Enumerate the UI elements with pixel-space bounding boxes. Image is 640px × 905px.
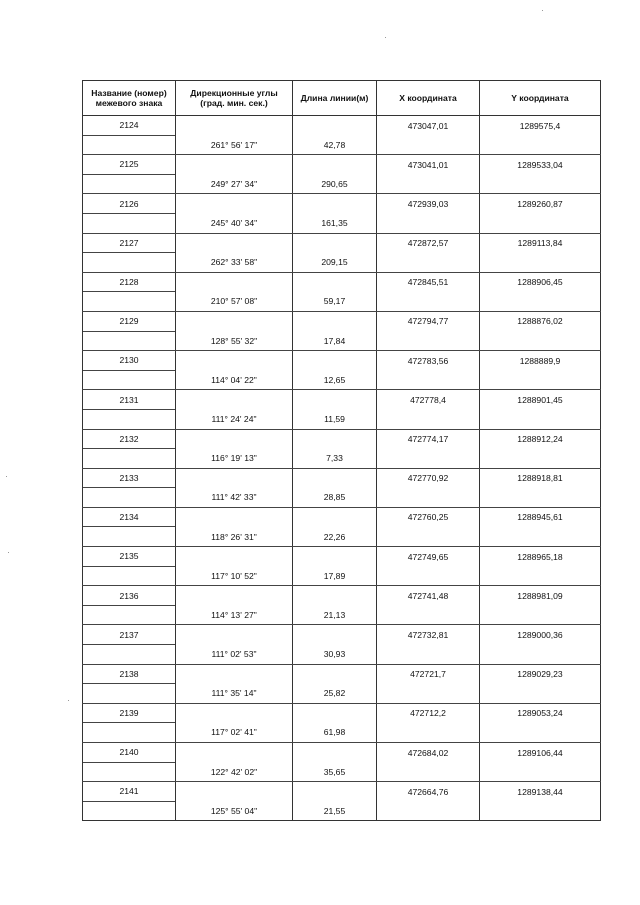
y-coordinate: 1289260,87 (480, 194, 601, 214)
x-coordinate: 472939,03 (377, 194, 480, 214)
point-name: 2137 (83, 625, 176, 645)
scan-speck (542, 10, 543, 11)
x-coordinate: 472712,2 (377, 703, 480, 723)
segment-row (83, 449, 601, 469)
empty-cell (480, 762, 601, 782)
point-row (83, 586, 601, 606)
direction-angle: 114° 13' 27" (176, 605, 293, 625)
point-name: 2129 (83, 311, 176, 331)
x-coordinate: 472732,81 (377, 625, 480, 645)
direction-angle: 111° 02' 53" (176, 645, 293, 665)
direction-angle: 249° 27' 34" (176, 174, 293, 194)
point-row (83, 390, 601, 410)
point-row (83, 664, 601, 684)
line-length: 7,33 (293, 449, 377, 469)
header-point-name: Название (номер) межевого знака (83, 81, 176, 116)
header-direction-angle: Дирекционные углы (град. мин. сек.) (176, 81, 293, 116)
empty-cell (293, 311, 377, 331)
x-coordinate: 472721,7 (377, 664, 480, 684)
line-length: 22,26 (293, 527, 377, 547)
point-name: 2140 (83, 743, 176, 763)
empty-cell (293, 586, 377, 606)
x-coordinate: 473041,01 (377, 155, 480, 175)
point-name: 2134 (83, 507, 176, 527)
empty-cell (293, 468, 377, 488)
direction-angle: 111° 24' 24" (176, 409, 293, 429)
segment-row (83, 723, 601, 743)
empty-cell (176, 547, 293, 567)
point-row (83, 468, 601, 488)
x-coordinate: 472664,76 (377, 782, 480, 802)
empty-cell (293, 116, 377, 136)
empty-cell (176, 625, 293, 645)
point-row (83, 233, 601, 253)
direction-angle: 116° 19' 13" (176, 449, 293, 469)
x-coordinate: 472749,65 (377, 547, 480, 567)
direction-angle: 118° 26' 31" (176, 527, 293, 547)
empty-cell (293, 743, 377, 763)
line-length: 209,15 (293, 253, 377, 273)
line-length: 35,65 (293, 762, 377, 782)
empty-cell (377, 292, 480, 312)
empty-cell (480, 488, 601, 508)
empty-cell (83, 762, 176, 782)
point-row (83, 116, 601, 136)
empty-cell (480, 645, 601, 665)
empty-cell (83, 605, 176, 625)
empty-cell (176, 233, 293, 253)
direction-angle: 210° 57' 08" (176, 292, 293, 312)
segment-row (83, 684, 601, 704)
y-coordinate: 1288912,24 (480, 429, 601, 449)
empty-cell (377, 253, 480, 273)
segment-row (83, 331, 601, 351)
y-coordinate: 1288889,9 (480, 351, 601, 371)
point-row (83, 782, 601, 802)
empty-cell (293, 507, 377, 527)
empty-cell (377, 527, 480, 547)
empty-cell (377, 449, 480, 469)
empty-cell (377, 331, 480, 351)
empty-cell (377, 566, 480, 586)
segment-row (83, 527, 601, 547)
point-name: 2125 (83, 155, 176, 175)
point-name: 2136 (83, 586, 176, 606)
scan-speck (385, 37, 386, 38)
table-header-row (83, 81, 601, 116)
empty-cell (480, 370, 601, 390)
line-length: 59,17 (293, 292, 377, 312)
empty-cell (83, 566, 176, 586)
point-row (83, 429, 601, 449)
y-coordinate: 1289053,24 (480, 703, 601, 723)
point-row (83, 194, 601, 214)
line-length: 161,35 (293, 213, 377, 233)
empty-cell (176, 664, 293, 684)
segment-row (83, 488, 601, 508)
empty-cell (176, 351, 293, 371)
empty-cell (176, 468, 293, 488)
direction-angle: 117° 02' 41" (176, 723, 293, 743)
point-name: 2128 (83, 272, 176, 292)
point-name: 2138 (83, 664, 176, 684)
empty-cell (176, 782, 293, 802)
x-coordinate: 472684,02 (377, 743, 480, 763)
empty-cell (377, 213, 480, 233)
point-row (83, 703, 601, 723)
line-length: 28,85 (293, 488, 377, 508)
empty-cell (293, 664, 377, 684)
empty-cell (480, 723, 601, 743)
direction-angle: 111° 42' 33" (176, 488, 293, 508)
empty-cell (480, 801, 601, 821)
x-coordinate: 472760,25 (377, 507, 480, 527)
empty-cell (176, 116, 293, 136)
empty-cell (293, 547, 377, 567)
empty-cell (83, 645, 176, 665)
empty-cell (176, 311, 293, 331)
empty-cell (293, 782, 377, 802)
empty-cell (293, 233, 377, 253)
y-coordinate: 1289138,44 (480, 782, 601, 802)
empty-cell (83, 409, 176, 429)
empty-cell (377, 801, 480, 821)
empty-cell (176, 155, 293, 175)
y-coordinate: 1288945,61 (480, 507, 601, 527)
x-coordinate: 473047,01 (377, 116, 480, 136)
line-length: 11,59 (293, 409, 377, 429)
line-length: 17,84 (293, 331, 377, 351)
point-name: 2139 (83, 703, 176, 723)
y-coordinate: 1288876,02 (480, 311, 601, 331)
empty-cell (176, 507, 293, 527)
x-coordinate: 472778,4 (377, 390, 480, 410)
boundary-points-table (82, 80, 601, 821)
direction-angle: 117° 10' 52" (176, 566, 293, 586)
empty-cell (83, 449, 176, 469)
segment-row (83, 292, 601, 312)
point-name: 2132 (83, 429, 176, 449)
empty-cell (176, 703, 293, 723)
segment-row (83, 605, 601, 625)
empty-cell (377, 174, 480, 194)
empty-cell (83, 684, 176, 704)
point-name: 2131 (83, 390, 176, 410)
header-line-length: Длина линии(м) (293, 81, 377, 116)
empty-cell (480, 174, 601, 194)
line-length: 61,98 (293, 723, 377, 743)
y-coordinate: 1289113,84 (480, 233, 601, 253)
empty-cell (176, 390, 293, 410)
direction-angle: 262° 33' 58" (176, 253, 293, 273)
scan-speck (6, 476, 7, 477)
empty-cell (377, 135, 480, 155)
empty-cell (176, 429, 293, 449)
empty-cell (377, 488, 480, 508)
direction-angle: 245° 40' 34" (176, 213, 293, 233)
x-coordinate: 472774,17 (377, 429, 480, 449)
x-coordinate: 472794,77 (377, 311, 480, 331)
point-row (83, 547, 601, 567)
x-coordinate: 472783,56 (377, 351, 480, 371)
direction-angle: 111° 35' 14" (176, 684, 293, 704)
empty-cell (176, 743, 293, 763)
empty-cell (83, 135, 176, 155)
scan-speck (8, 552, 9, 553)
empty-cell (480, 605, 601, 625)
empty-cell (480, 566, 601, 586)
scan-speck (68, 700, 69, 701)
empty-cell (377, 409, 480, 429)
empty-cell (83, 801, 176, 821)
empty-cell (293, 703, 377, 723)
line-length: 12,65 (293, 370, 377, 390)
empty-cell (293, 194, 377, 214)
direction-angle: 125° 55' 04" (176, 801, 293, 821)
line-length: 30,93 (293, 645, 377, 665)
line-length: 17,89 (293, 566, 377, 586)
empty-cell (480, 292, 601, 312)
y-coordinate: 1288901,45 (480, 390, 601, 410)
line-length: 21,55 (293, 801, 377, 821)
line-length: 290,65 (293, 174, 377, 194)
point-name: 2135 (83, 547, 176, 567)
empty-cell (83, 331, 176, 351)
empty-cell (480, 253, 601, 273)
empty-cell (83, 527, 176, 547)
point-row (83, 155, 601, 175)
header-x-coordinate: X координата (377, 81, 480, 116)
direction-angle: 128° 55' 32" (176, 331, 293, 351)
point-name: 2126 (83, 194, 176, 214)
segment-row (83, 409, 601, 429)
segment-row (83, 213, 601, 233)
empty-cell (83, 723, 176, 743)
point-name: 2124 (83, 116, 176, 136)
empty-cell (83, 174, 176, 194)
header-y-coordinate: Y координата (480, 81, 601, 116)
y-coordinate: 1289575,4 (480, 116, 601, 136)
point-name: 2141 (83, 782, 176, 802)
empty-cell (377, 723, 480, 743)
empty-cell (480, 213, 601, 233)
point-row (83, 351, 601, 371)
x-coordinate: 472845,51 (377, 272, 480, 292)
point-row (83, 311, 601, 331)
point-name: 2130 (83, 351, 176, 371)
x-coordinate: 472770,92 (377, 468, 480, 488)
empty-cell (83, 370, 176, 390)
point-name: 2133 (83, 468, 176, 488)
empty-cell (83, 213, 176, 233)
empty-cell (293, 625, 377, 645)
y-coordinate: 1289533,04 (480, 155, 601, 175)
line-length: 42,78 (293, 135, 377, 155)
empty-cell (83, 488, 176, 508)
x-coordinate: 472872,57 (377, 233, 480, 253)
empty-cell (480, 449, 601, 469)
point-row (83, 743, 601, 763)
empty-cell (377, 370, 480, 390)
segment-row (83, 253, 601, 273)
segment-row (83, 566, 601, 586)
direction-angle: 122° 42' 02" (176, 762, 293, 782)
empty-cell (293, 390, 377, 410)
segment-row (83, 645, 601, 665)
empty-cell (293, 272, 377, 292)
y-coordinate: 1288906,45 (480, 272, 601, 292)
empty-cell (480, 135, 601, 155)
line-length: 21,13 (293, 605, 377, 625)
empty-cell (377, 684, 480, 704)
empty-cell (176, 194, 293, 214)
segment-row (83, 135, 601, 155)
empty-cell (176, 272, 293, 292)
empty-cell (480, 527, 601, 547)
empty-cell (293, 351, 377, 371)
empty-cell (377, 605, 480, 625)
y-coordinate: 1288918,81 (480, 468, 601, 488)
point-row (83, 507, 601, 527)
x-coordinate: 472741,48 (377, 586, 480, 606)
y-coordinate: 1289029,23 (480, 664, 601, 684)
line-length: 25,82 (293, 684, 377, 704)
empty-cell (293, 155, 377, 175)
y-coordinate: 1289106,44 (480, 743, 601, 763)
direction-angle: 114° 04' 22" (176, 370, 293, 390)
empty-cell (83, 292, 176, 312)
empty-cell (293, 429, 377, 449)
empty-cell (176, 586, 293, 606)
segment-row (83, 174, 601, 194)
y-coordinate: 1289000,36 (480, 625, 601, 645)
point-row (83, 272, 601, 292)
point-name: 2127 (83, 233, 176, 253)
empty-cell (480, 331, 601, 351)
point-row (83, 625, 601, 645)
direction-angle: 261° 56' 17" (176, 135, 293, 155)
empty-cell (83, 253, 176, 273)
y-coordinate: 1288981,09 (480, 586, 601, 606)
segment-row (83, 370, 601, 390)
empty-cell (377, 762, 480, 782)
empty-cell (480, 684, 601, 704)
segment-row (83, 762, 601, 782)
y-coordinate: 1288965,18 (480, 547, 601, 567)
empty-cell (377, 645, 480, 665)
empty-cell (480, 409, 601, 429)
segment-row (83, 801, 601, 821)
